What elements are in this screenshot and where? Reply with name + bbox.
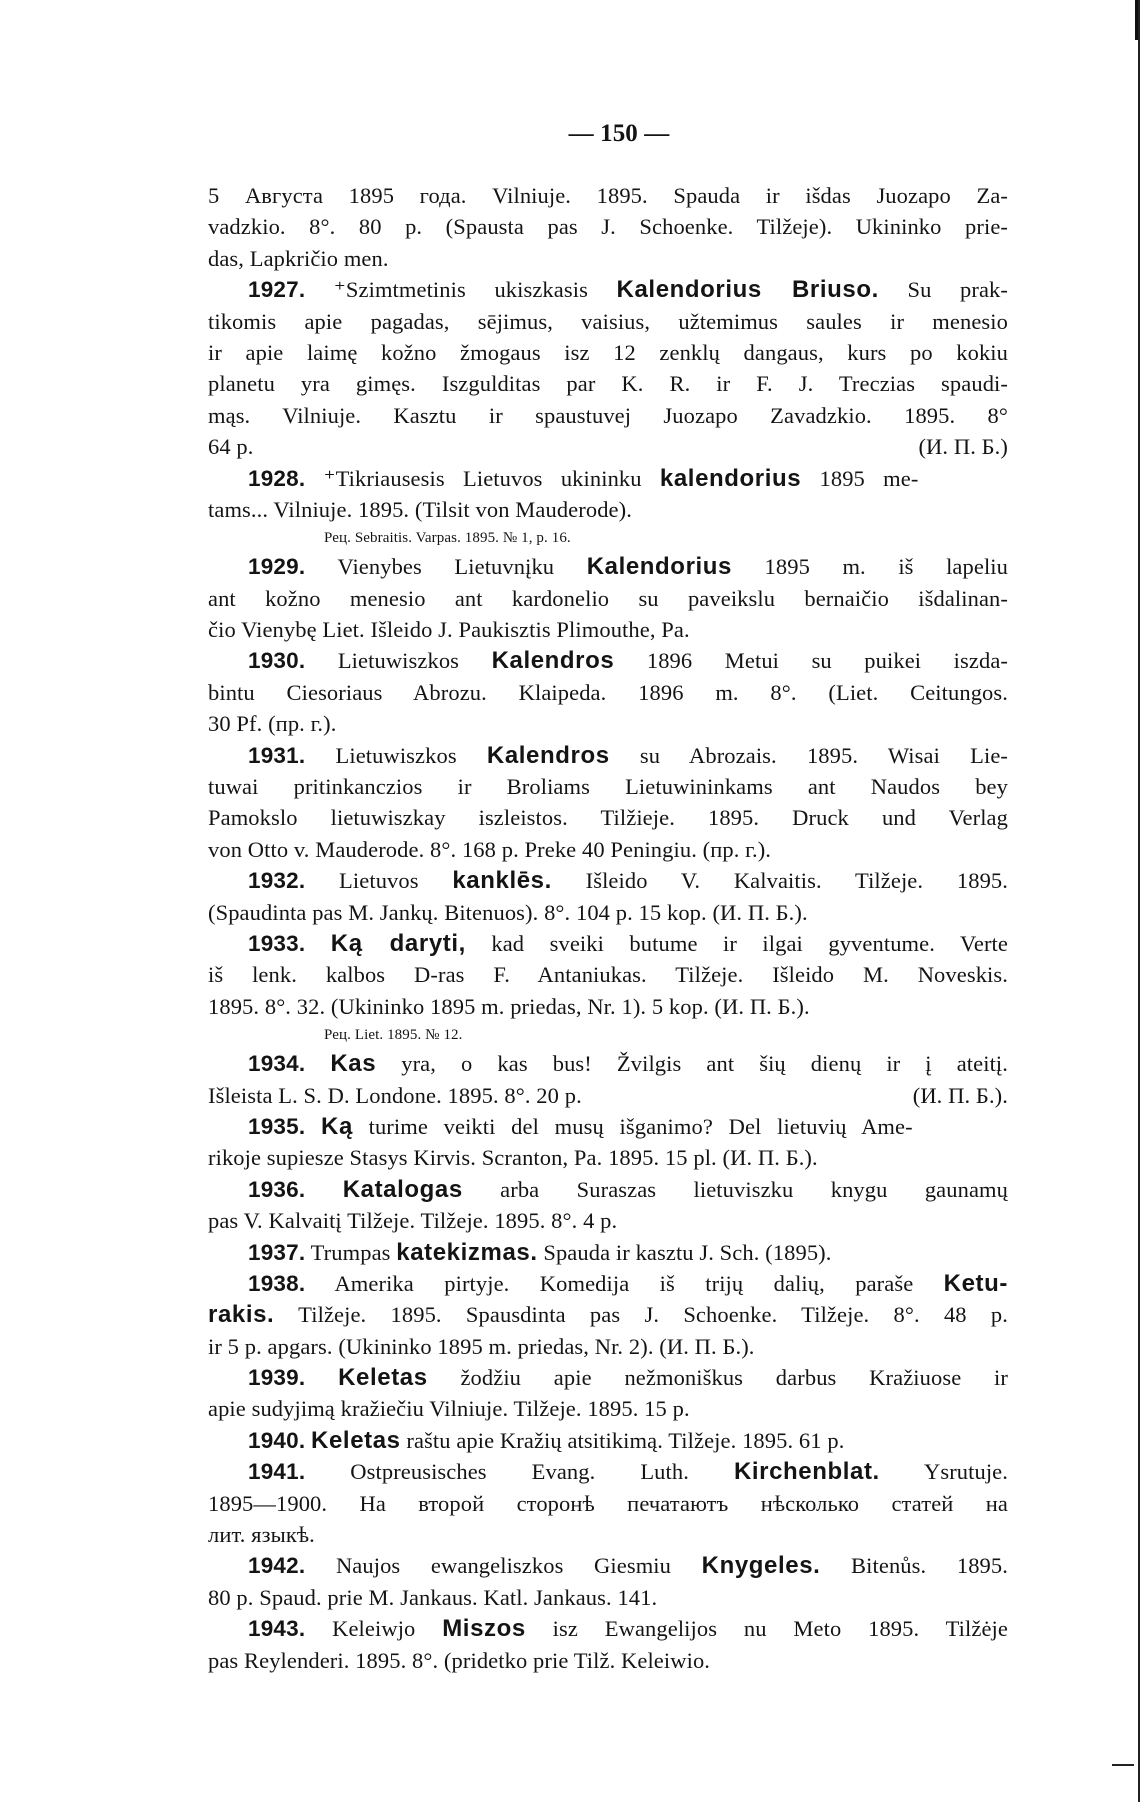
page-corner-mark [1112,1764,1134,1766]
entry-number: 1936. [248,1176,306,1202]
entry-number: 1928. [248,465,306,491]
catalog-entry [208,1425,1008,1456]
catalog-entry [208,1362,1008,1425]
entry-keyword: Keletas [338,1364,428,1392]
entry-number: 1941. [248,1459,306,1485]
text-line [208,1205,1008,1236]
text-line [208,1080,1008,1111]
line-text: kad sveiki butume ir ilgai gyventume. Verte [465,930,1008,956]
line-text: tikomis apie pagadas, sējimus, vaisius, užtemimus saules ir menesio [208,308,1008,334]
line-text: iš lenk. kalbos D-ras F. Antaniukas. Tilžeje. Išleido M. Noveskis. [208,962,1008,988]
line-text: isz Ewangelijos nu Meto 1895. Tilžėje [525,1616,1008,1642]
text-line [208,1268,1008,1299]
text-line: vadzkio. 8°. 80 p. (Spausta pas J. Schoenke. Tilžeje). Ukininko prie- [208,214,1008,240]
text-line [208,740,1008,771]
entry-keyword: rakis. [208,1301,275,1329]
catalog-entry [208,463,1008,552]
line-text: (Spaudinta pas M. Jankų. Bitenuos). 8°. 104 p. 15 kop. (И. П. Б.). [208,899,808,925]
line-text: Bitenůs. 1895. [820,1553,1008,1579]
catalog-entry [208,1111,1008,1174]
text-line [208,802,1008,833]
line-text: Pamokslo lietuwiszkay iszleistos. Tilžieje. 1895. Druck und Verlag [208,805,1008,831]
line-text: pas Reylenderi. 1895. 8°. (pridetko prie Tilž. Keleiwio. [208,1647,711,1673]
text-line [208,1519,1008,1550]
line-text: Lietuvos [305,868,453,894]
catalog-entry [208,928,1008,1048]
text-line [208,463,1008,494]
entry-keyword: Kalendros [486,741,610,769]
text-line [208,1393,1008,1424]
entry-keyword: katekizmas. [396,1238,538,1266]
catalog-entry [208,1550,1008,1613]
line-text: 1895 me- [801,465,919,491]
text-line [208,1362,1008,1393]
entry-number: 1927. [248,277,306,303]
line-text: 64 p. [208,434,254,460]
line-text: Tilžeje. 1895. Spausdinta pas J. Schoenke. Tilžeje. 8°. 48 p. [274,1302,1008,1328]
entry-keyword: kanklēs. [452,867,552,895]
text-line [208,1425,1008,1456]
line-text: Išleista L. S. D. Londone. 1895. 8°. 20 p. [208,1082,582,1108]
review-reference: Рец. Sebraitis. Varpas. 1895. № 1, p. 16. [324,530,571,547]
entry-keyword: Ketu- [943,1269,1008,1297]
line-text: ir 5 p. apgars. (Ukininko 1895 m. priedas, Nr. 2). (И. П. Б.). [208,1333,755,1359]
line-text [305,1177,342,1202]
entry-keyword: kalendorius [659,464,802,492]
text-line [208,1237,1008,1268]
entry-number: 1943. [248,1616,306,1642]
text-line [208,645,1008,676]
entry-keyword: Keletas [311,1426,401,1454]
line-text: pas V. Kalvaitį Tilžeje. Tilžeje. 1895. 8°. 4 p. [208,1208,618,1234]
entry-list [208,274,1008,1676]
entry-keyword: Kalendorius [586,553,732,581]
line-text: 1895. 8°. 32. (Ukininko 1895 m. priedas, Nr. 1). 5 kop. (И. П. Б.). [208,993,810,1019]
line-text: raštu apie Kražių atsitikimą. Tilžeje. 1895. 61 p. [400,1427,845,1453]
line-text: tams... Vilniuje. 1895. (Tilsit von Mauderode). [208,496,632,522]
line-text: Lietuwiszkos [305,648,492,674]
entry-keyword: Kas [330,1050,377,1078]
line-text: tuwai pritinkanczios ir Broliams Lietuwininkams ant Naudos bey [208,774,1008,800]
text-line [208,865,1008,896]
text-line [208,368,1008,399]
catalog-entry [208,740,1008,866]
entry-number: 1932. [248,868,306,894]
text-line [208,431,1008,462]
line-text: ⁺Tikriausesis Lietuvos ukininku [305,465,660,491]
library-siglum: (И. П. Б.). [912,1082,1008,1108]
text-line [208,834,1008,865]
line-text: 80 p. Spaud. prie M. Jankaus. Katl. Jankaus. 141. [208,1584,658,1610]
entry-number: 1937. [248,1239,306,1265]
line-text: 1896 Metui su puikei iszda- [614,648,1008,674]
entry-keyword: Kalendorius Briuso. [616,276,879,304]
line-text: mąs. Vilniuje. Kasztu ir spaustuvej Juozapo Zavadzkio. 1895. 8° [208,402,1008,428]
text-line [208,1456,1008,1487]
line-text: Spauda ir kasztu J. Sch. (1895). [537,1239,832,1265]
catalog-entry [208,274,1008,462]
page-number: — 150 — [568,120,670,147]
line-text: 30 Pf. (пр. г.). [208,711,337,737]
entry-number: 1933. [248,930,306,956]
text-line [208,1613,1008,1644]
text-line [208,494,1008,525]
entry-number: 1929. [248,554,306,580]
line-text: žodžiu apie nežmoniškus darbus Kražiuose ir [427,1365,1008,1391]
entry-number: 1935. [248,1113,306,1139]
entry-keyword: Kalendros [491,647,615,675]
text-line: 5 Августа 1895 года. Vilniuje. 1895. Spauda ir išdas Juozapo Za- [208,183,1008,208]
text-line [208,897,1008,928]
entry-number: 1939. [248,1365,306,1391]
line-text [305,1051,330,1076]
entry-keyword: Ką daryti, [330,929,466,957]
text-line [208,274,1008,305]
text-line [208,1488,1008,1519]
catalog-entry [208,1613,1008,1676]
line-text: Ysrutuje. [879,1459,1008,1485]
catalog-entry [208,1048,1008,1111]
text-line [208,928,1008,959]
line-text: Lietuwiszkos [305,742,487,768]
catalog-entry [208,865,1008,928]
text-line [208,337,1008,368]
text-line [208,306,1008,337]
text-line [208,1048,1008,1079]
line-text: rikoje supiesze Stasys Kirvis. Scranton, Pa. 1895. 15 pl. (И. П. Б.). [208,1145,818,1171]
catalog-entry [208,1237,1008,1268]
text-line [208,400,1008,431]
line-text: Keleiwjo [305,1616,443,1642]
line-text: čio Vienybę Liet. Išleido J. Paukisztis Plimouthe, Pa. [208,617,690,643]
entry-number: 1930. [248,648,306,674]
text-line [208,1331,1008,1362]
line-text: apie sudyjimą kražiečiu Vilniuje. Tilžeje. 1895. 15 p. [208,1396,690,1422]
line-text: 1895—1900. На второй сторонѣ печатаютъ нѣсколько статей на [208,1490,1008,1516]
catalog-entry [208,1456,1008,1550]
text-line [208,1174,1008,1205]
text-line [208,1582,1008,1613]
text-line [208,1142,1008,1173]
entry-number: 1938. [248,1270,306,1296]
entry-number: 1942. [248,1553,306,1579]
entry-keyword: Ką [321,1112,353,1140]
entry-keyword: Katalogas [342,1175,463,1203]
line-text: ir apie laimę kožno žmogaus isz 12 zenklų dangaus, kurs po kokiu [208,339,1008,365]
line-text: von Otto v. Mauderode. 8°. 168 p. Preke 40 Peningiu. (пр. г.). [208,836,772,862]
line-text: planetu yra gimęs. Iszgulditas par K. R. ir F. J. Treczias spaudi- [208,371,1008,397]
entry-number: 1940. [248,1427,306,1453]
intro-paragraph [208,180,1008,274]
entry-keyword: Kirchenblat. [733,1458,880,1486]
page-edge-mark [1135,0,1138,40]
text-line [208,1550,1008,1581]
text-line: das, Lapkričio men. [208,245,389,271]
catalog-entry [208,1174,1008,1237]
document-page [208,112,1008,1676]
text-line [208,708,1008,739]
text-line [208,1111,1008,1142]
text-line [208,614,1008,645]
text-line [208,551,1008,582]
text-line [208,583,1008,614]
entry-keyword: Miszos [442,1615,526,1643]
text-line [208,959,1008,990]
line-text: Vienybes Lietuvnįku [305,554,587,580]
line-text: ⁺Szimtmetinis ukiszkasis [305,277,617,303]
text-line [208,991,1008,1022]
line-text: ant kožno menesio ant kardonelio su paveikslu bernaičio išdalinan- [208,585,1008,611]
line-text: 1895 m. iš lapeliu [731,554,1008,580]
library-siglum: (И. П. Б.) [918,434,1008,460]
line-text [305,1114,321,1139]
line-text: Trumpas [305,1239,397,1265]
line-text: Ostpreusisches Evang. Luth. [305,1459,734,1485]
line-text: Su prak- [878,277,1008,303]
line-text [305,931,330,956]
text-line [208,1645,1008,1676]
entry-number: 1931. [248,742,306,768]
line-text [305,1365,338,1390]
line-text: turime veikti del musų išganimo? Del lietuvių Ame- [352,1113,913,1139]
line-text: su Abrozais. 1895. Wisai Lie- [609,742,1008,768]
line-text: Naujos ewangeliszkos Giesmiu [305,1553,702,1579]
line-text: лит. языкѣ. [208,1522,315,1548]
catalog-entry [208,645,1008,739]
line-text: arba Suraszas lietuviszku knygu gaunamų [462,1176,1009,1202]
line-text: Išleido V. Kalvaitis. Tilžeje. 1895. [551,868,1008,894]
text-line [208,677,1008,708]
line-text: Amerika pirtyje. Komedija iš trijų dalių, paraše [305,1270,944,1296]
text-line [208,1299,1008,1330]
line-text: yra, o kas bus! Žvilgis ant šių dienų ir į ateitį. [376,1051,1009,1077]
line-text: bintu Ciesoriaus Abrozu. Klaipeda. 1896 m. 8°. (Liet. Ceitungos. [208,679,1008,705]
review-reference: Рец. Liet. 1895. № 12. [324,1027,463,1044]
entry-number: 1934. [248,1051,306,1077]
catalog-entry [208,551,1008,645]
entry-keyword: Knygeles. [701,1552,821,1580]
text-line [208,771,1008,802]
catalog-entry [208,1268,1008,1362]
